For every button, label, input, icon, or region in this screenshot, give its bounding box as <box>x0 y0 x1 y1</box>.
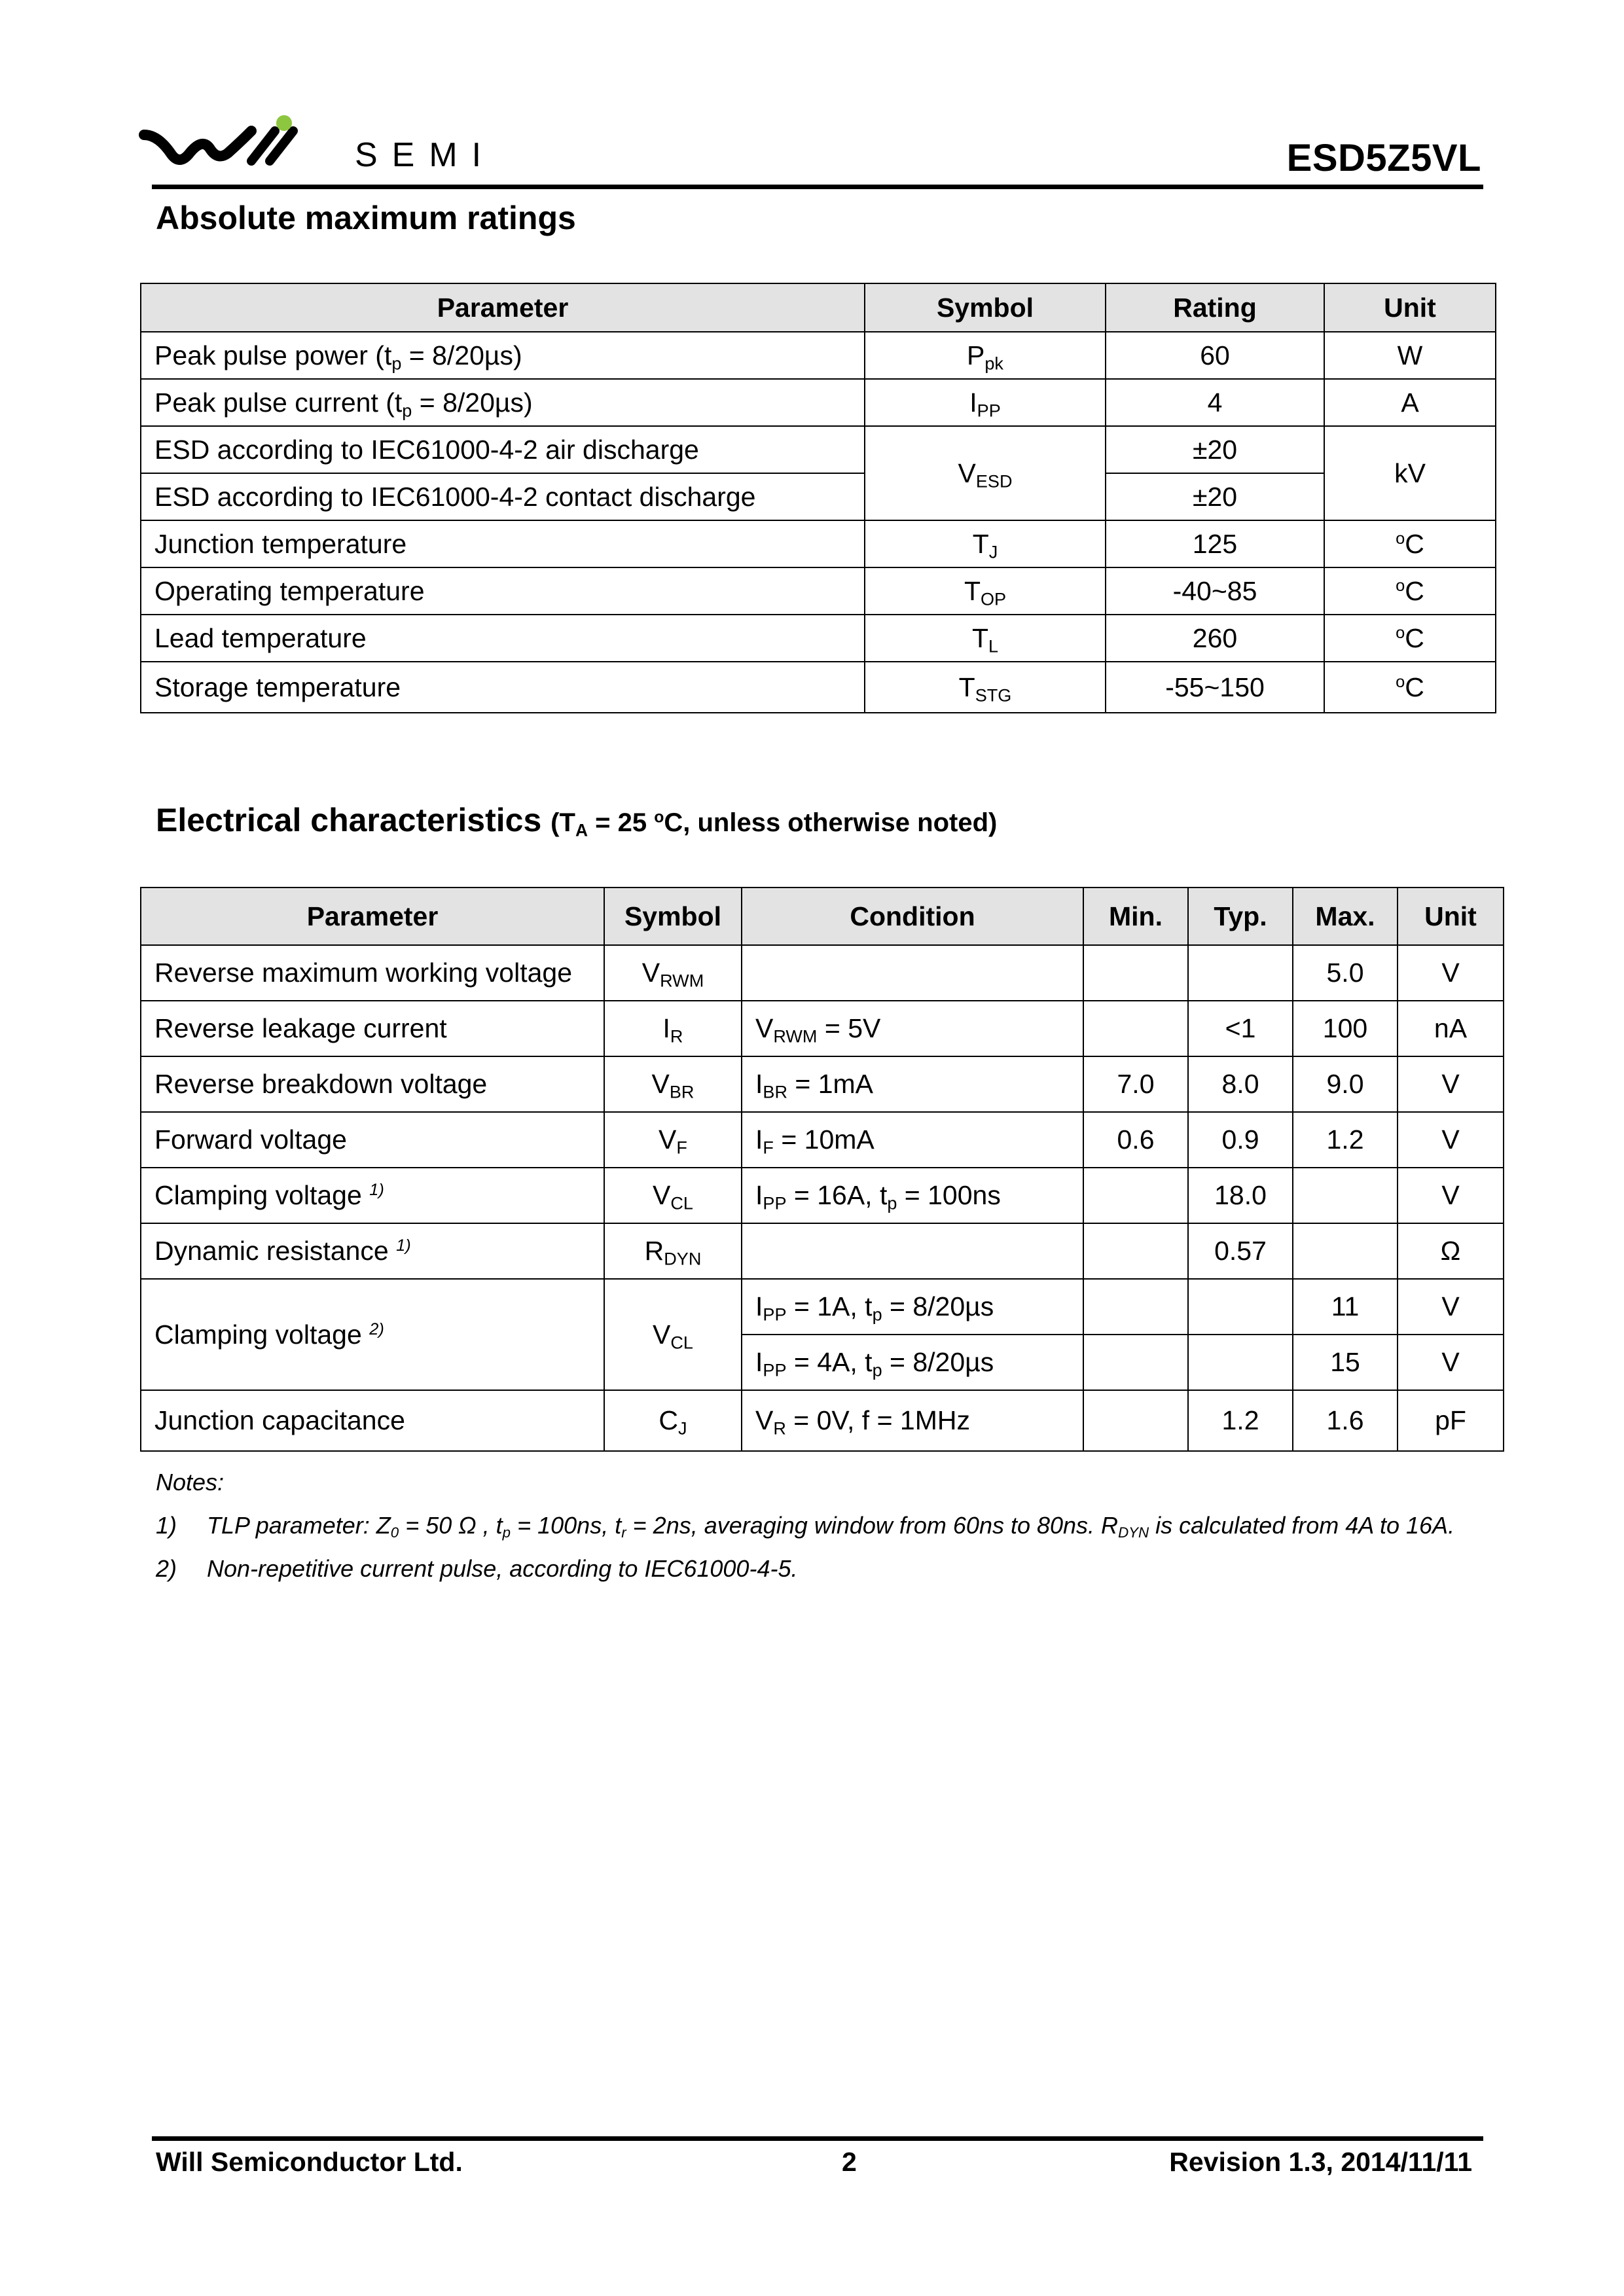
parameter-cell: Reverse leakage current <box>141 1001 604 1056</box>
parameter-cell: Junction temperature <box>141 520 865 567</box>
test-condition: ($T_A = 25$ $^o$C, unless otherwise noted) <box>550 808 998 840</box>
parameter-cell: ESD according to IEC61000-4-2 air discharge <box>141 426 865 473</box>
max-cell: 100 <box>1293 1001 1398 1056</box>
min-cell <box>1083 1223 1188 1279</box>
table-row <box>141 473 1496 520</box>
typ-cell: 0.9 <box>1188 1112 1293 1168</box>
column-header: Max. <box>1293 888 1398 945</box>
symbol-cell: $T_{OP}$ <box>865 567 1106 615</box>
unit-cell: $^o$C <box>1324 520 1496 567</box>
notes-heading: Notes: <box>156 1469 225 1496</box>
column-header: Unit <box>1398 888 1504 945</box>
typ-cell: <1 <box>1188 1001 1293 1056</box>
max-cell: 11 <box>1293 1279 1398 1335</box>
condition-cell: $I_{PP} = 4A$, $t_p = 8/20\mu s$ <box>742 1335 1083 1390</box>
unit-cell: V <box>1398 1112 1504 1168</box>
unit-cell: A <box>1324 379 1496 426</box>
unit-cell: V <box>1398 1056 1504 1112</box>
min-cell: 0.6 <box>1083 1112 1188 1168</box>
table-row <box>141 1168 1504 1223</box>
unit-cell: V <box>1398 945 1504 1001</box>
rating-cell: 4 <box>1106 379 1324 426</box>
unit-cell: $^o$C <box>1324 567 1496 615</box>
unit-cell: V <box>1398 1279 1504 1335</box>
parameter-cell: Peak pulse current $(t_p = 8/20\mu s)$ <box>141 379 865 426</box>
table-row <box>141 662 1496 713</box>
max-cell: 1.2 <box>1293 1112 1398 1168</box>
condition-cell: $I_{BR} = 1mA$ <box>742 1056 1083 1112</box>
condition-cell: $V_R = 0V$, f = 1MHz <box>742 1390 1083 1451</box>
min-cell <box>1083 1390 1188 1451</box>
symbol-cell: $P_{pk}$ <box>865 332 1106 379</box>
symbol-cell: $I_R$ <box>604 1001 742 1056</box>
logo-dot <box>276 115 292 131</box>
parameter-cell: Junction capacitance <box>141 1390 604 1451</box>
note-reference: 1) <box>369 1181 384 1200</box>
typ-cell: 1.2 <box>1188 1390 1293 1451</box>
unit-cell: V <box>1398 1168 1504 1223</box>
parameter-cell: Lead temperature <box>141 615 865 662</box>
electrical-characteristics-title <box>156 801 997 839</box>
unit-cell: Ω <box>1398 1223 1504 1279</box>
note-number: 1) <box>156 1512 177 1539</box>
condition-cell: $I_F = 10mA$ <box>742 1112 1083 1168</box>
parameter-cell: Clamping voltage $^{2)}$ <box>141 1279 604 1390</box>
symbol-cell: $T_{STG}$ <box>865 662 1106 713</box>
min-cell <box>1083 1335 1188 1390</box>
section-title-text: Electrical characteristics <box>156 802 542 838</box>
table-row <box>141 520 1496 567</box>
note-item <box>156 1547 1491 1590</box>
table-row <box>141 426 1496 473</box>
symbol-cell: $C_J$ <box>604 1390 742 1451</box>
will-semi-logo <box>139 115 518 175</box>
note-item: 1) TLP parameter: $Z_0 = 50$ Ω , $t_p = 100ns$, $t_r = 2ns$, averaging window from 60ns to 80ns. $R_{DYN}$ is calculated from 4A to 16A. <box>156 1504 1491 1547</box>
parameter-cell: Peak pulse power $(t_p = 8/20\mu s)$ <box>141 332 865 379</box>
parameter-cell: Dynamic resistance $^{1)}$ <box>141 1223 604 1279</box>
footer-revision: Revision 1.3, 2014/11/11 <box>1169 2147 1472 2177</box>
min-cell <box>1083 945 1188 1001</box>
condition-cell <box>742 945 1083 1001</box>
table-row <box>141 1390 1504 1451</box>
symbol-cell: $T_J$ <box>865 520 1106 567</box>
max-cell: 9.0 <box>1293 1056 1398 1112</box>
table-row <box>141 1112 1504 1168</box>
column-header: Symbol <box>865 283 1106 332</box>
typ-cell <box>1188 945 1293 1001</box>
condition-cell: $V_{RWM} = 5V$ <box>742 1001 1083 1056</box>
note-number: 2) <box>156 1555 177 1582</box>
header-rule <box>152 185 1483 189</box>
max-cell: 5.0 <box>1293 945 1398 1001</box>
unit-cell: $^o$C <box>1324 615 1496 662</box>
table-row <box>141 1223 1504 1279</box>
note-text: Non-repetitive current pulse, according to IEC61000-4-5. <box>207 1555 798 1582</box>
unit-cell: kV <box>1324 426 1496 520</box>
symbol-cell: $V_{CL}$ <box>604 1168 742 1223</box>
parameter-cell: ESD according to IEC61000-4-2 contact discharge <box>141 473 865 520</box>
parameter-cell: Reverse breakdown voltage <box>141 1056 604 1112</box>
parameter-cell: Reverse maximum working voltage <box>141 945 604 1001</box>
rating-cell: -55~150 <box>1106 662 1324 713</box>
rating-cell: -40~85 <box>1106 567 1324 615</box>
table-row <box>141 379 1496 426</box>
column-header: Rating <box>1106 283 1324 332</box>
absolute-ratings-table <box>140 283 1496 713</box>
notes <box>156 1461 1491 1590</box>
table-row <box>141 1279 1504 1335</box>
table-row <box>141 1056 1504 1112</box>
logo-text: SEMI <box>355 136 496 174</box>
unit-cell: V <box>1398 1335 1504 1390</box>
typ-cell <box>1188 1335 1293 1390</box>
electrical-characteristics-table <box>140 887 1504 1452</box>
rating-cell: ±20 <box>1106 426 1324 473</box>
min-cell <box>1083 1168 1188 1223</box>
symbol-cell: $T_L$ <box>865 615 1106 662</box>
absolute-ratings-title: Absolute maximum ratings <box>156 200 576 236</box>
table-header-row <box>141 283 1496 332</box>
column-header: Condition <box>742 888 1083 945</box>
note-reference: 2) <box>369 1319 384 1338</box>
parameter-cell: Storage temperature <box>141 662 865 713</box>
column-header: Parameter <box>141 888 604 945</box>
unit-cell: pF <box>1398 1390 1504 1451</box>
parameter-cell: Clamping voltage $^{1)}$ <box>141 1168 604 1223</box>
condition-cell: $I_{PP} = 16A$, $t_p = 100ns$ <box>742 1168 1083 1223</box>
note-reference: 1) <box>396 1236 411 1255</box>
unit-cell: W <box>1324 332 1496 379</box>
typ-cell <box>1188 1279 1293 1335</box>
symbol-cell: $V_{BR}$ <box>604 1056 742 1112</box>
symbol-cell: $V_F$ <box>604 1112 742 1168</box>
will-logo-mark <box>144 131 293 161</box>
unit-cell: nA <box>1398 1001 1504 1056</box>
symbol-cell: $V_{CL}$ <box>604 1279 742 1390</box>
rating-cell: 260 <box>1106 615 1324 662</box>
typ-cell: 8.0 <box>1188 1056 1293 1112</box>
parameter-cell: Operating temperature <box>141 567 865 615</box>
table-row <box>141 615 1496 662</box>
symbol-cell: $V_{RWM}$ <box>604 945 742 1001</box>
max-cell: 1.6 <box>1293 1390 1398 1451</box>
max-cell <box>1293 1223 1398 1279</box>
table-row <box>141 332 1496 379</box>
typ-cell: 0.57 <box>1188 1223 1293 1279</box>
symbol-cell: $I_{PP}$ <box>865 379 1106 426</box>
min-cell <box>1083 1279 1188 1335</box>
max-cell <box>1293 1168 1398 1223</box>
column-header: Unit <box>1324 283 1496 332</box>
min-cell: 7.0 <box>1083 1056 1188 1112</box>
max-cell: 15 <box>1293 1335 1398 1390</box>
page-number: 2 <box>842 2147 857 2177</box>
symbol-cell: $V_{ESD}$ <box>865 426 1106 520</box>
rating-cell: 125 <box>1106 520 1324 567</box>
table-header-row <box>141 888 1504 945</box>
rating-cell: 60 <box>1106 332 1324 379</box>
symbol-cell: $R_{DYN}$ <box>604 1223 742 1279</box>
column-header: Parameter <box>141 283 865 332</box>
footer-company: Will Semiconductor Ltd. <box>156 2147 463 2177</box>
rating-cell: ±20 <box>1106 473 1324 520</box>
table-row <box>141 945 1504 1001</box>
condition-cell: $I_{PP} = 1A$, $t_p = 8/20\mu s$ <box>742 1279 1083 1335</box>
parameter-cell: Forward voltage <box>141 1112 604 1168</box>
table-row <box>141 1001 1504 1056</box>
footer-rule <box>152 2136 1483 2141</box>
unit-cell: $^o$C <box>1324 662 1496 713</box>
part-number: ESD5Z5VL <box>1286 137 1481 179</box>
column-header: Min. <box>1083 888 1188 945</box>
min-cell <box>1083 1001 1188 1056</box>
table-row <box>141 567 1496 615</box>
column-header: Typ. <box>1188 888 1293 945</box>
typ-cell: 18.0 <box>1188 1168 1293 1223</box>
condition-cell <box>742 1223 1083 1279</box>
column-header: Symbol <box>604 888 742 945</box>
